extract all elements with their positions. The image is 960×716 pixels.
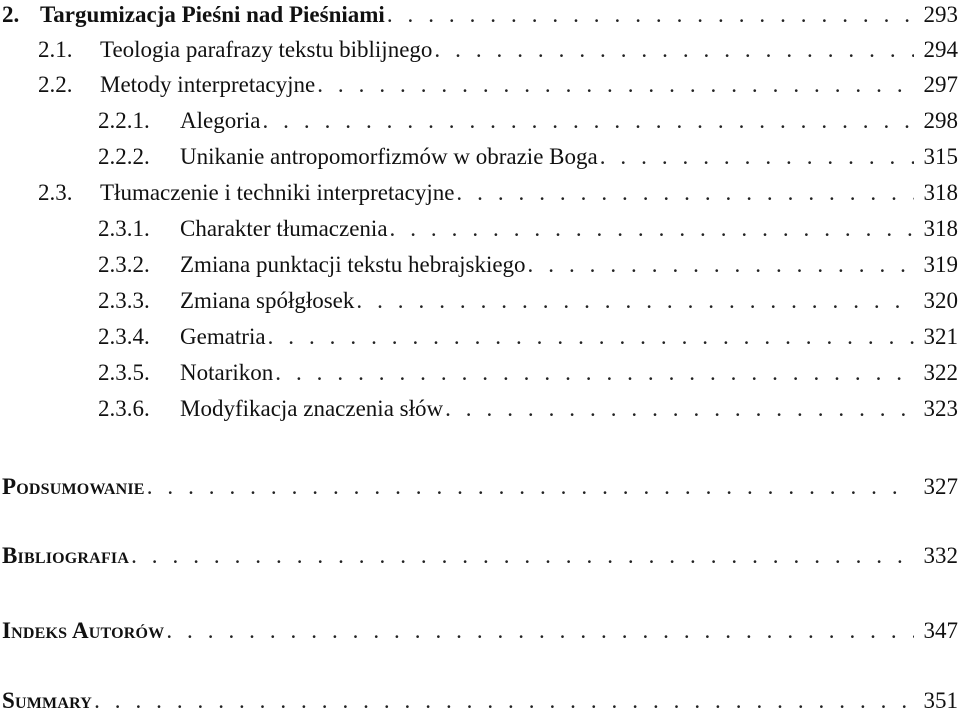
toc-entry-2-3-2 [0,250,960,280]
toc-section-page: 347 [923,618,958,643]
toc-entry-page: 297 [923,72,958,97]
toc-entry-page: 294 [923,37,958,62]
toc-entry-2-3-1 [0,214,960,244]
toc-leader-dots [266,322,914,352]
toc-leader-dots [354,286,914,316]
toc-entry-title: Charakter tłumaczenia [180,216,388,241]
toc-entry-page: 318 [923,216,958,241]
toc-entry-number: 2.3.1. [98,216,150,241]
toc-entry-2-3-3 [0,286,960,316]
toc-entry-title: Teologia parafrazy tekstu biblijnego [100,37,433,62]
toc-entry-title: Zmiana spółgłosek [180,288,355,313]
toc-entry-number: 2.2. [38,72,73,97]
toc-leader-dots [526,250,914,280]
toc-leader-dots [273,358,914,388]
toc-entry-title: Alegoria [180,108,261,133]
toc-entry-title: Gematria [180,324,266,349]
toc-section-title: Indeks Autorów [2,618,165,643]
toc-entry-title: Modyfikacja znaczenia słów [180,396,444,421]
toc-leader-dots [443,394,914,424]
toc-leader-dots [315,70,914,100]
toc-leader-dots [145,472,914,502]
toc-leader-dots [385,0,914,30]
toc-entry-2-3-6 [0,394,960,424]
toc-entry-page: 298 [923,108,958,133]
toc-entry-title: Metody interpretacyjne [100,72,316,97]
toc-leader-dots [164,616,914,646]
toc-entry-number: 2.3.2. [98,252,150,277]
toc-entry-number: 2.3.6. [98,396,150,421]
toc-section-bibliografia [0,541,960,571]
toc-entry-page: 321 [923,324,958,349]
toc-entry-chapter-2 [0,0,960,30]
toc-leader-dots [598,142,914,172]
toc-entry-page: 315 [923,144,958,169]
toc-entry-2-3-5 [0,358,960,388]
toc-entry-number: 2.3.4. [98,324,150,349]
toc-entry-number: 2.2.1. [98,108,150,133]
toc-section-indeks-autorow [0,616,960,646]
toc-section-page: 327 [923,474,958,499]
toc-entry-page: 323 [923,396,958,421]
toc-entry-number: 2.3.3. [98,288,150,313]
toc-entry-2-2 [0,70,960,100]
toc-section-title: Bibliografia [2,543,130,568]
toc-entry-page: 322 [923,360,958,385]
toc-entry-number: 2.2.2. [98,144,150,169]
toc-entry-number: 2. [2,2,20,27]
toc-entry-2-2-1 [0,106,960,136]
toc-section-title: Summary [2,688,93,713]
toc-section-page: 332 [923,543,958,568]
toc-entry-number: 2.1. [38,37,73,62]
toc-entry-2-3 [0,178,960,208]
toc-entry-title: Unikanie antropomorfizmów w obrazie Boga [180,144,598,169]
toc-section-podsumowanie [0,472,960,502]
toc-entry-page: 293 [923,2,958,27]
toc-entry-number: 2.3.5. [98,360,150,385]
toc-entry-2-3-4 [0,322,960,352]
toc-leader-dots [432,35,914,65]
toc-leader-dots [454,178,914,208]
toc-leader-dots [129,541,914,571]
toc-entry-title: Notarikon [180,360,274,385]
toc-entry-page: 320 [923,288,958,313]
toc-leader-dots [388,214,914,244]
toc-entry-title: Tłumaczenie i techniki interpretacyjne [100,180,455,205]
toc-entry-2-2-2 [0,142,960,172]
toc-entry-number: 2.3. [38,180,73,205]
toc-entry-page: 319 [923,252,958,277]
toc-section-title: Podsumowanie [2,474,145,499]
toc-section-page: 351 [923,688,958,713]
toc-entry-2-1 [0,35,960,65]
toc-entry-page: 318 [923,180,958,205]
toc-leader-dots [260,106,914,136]
toc-entry-title: Targumizacja Pieśni nad Pieśniami [40,2,385,27]
toc-entry-title: Zmiana punktacji tekstu hebrajskiego [180,252,526,277]
